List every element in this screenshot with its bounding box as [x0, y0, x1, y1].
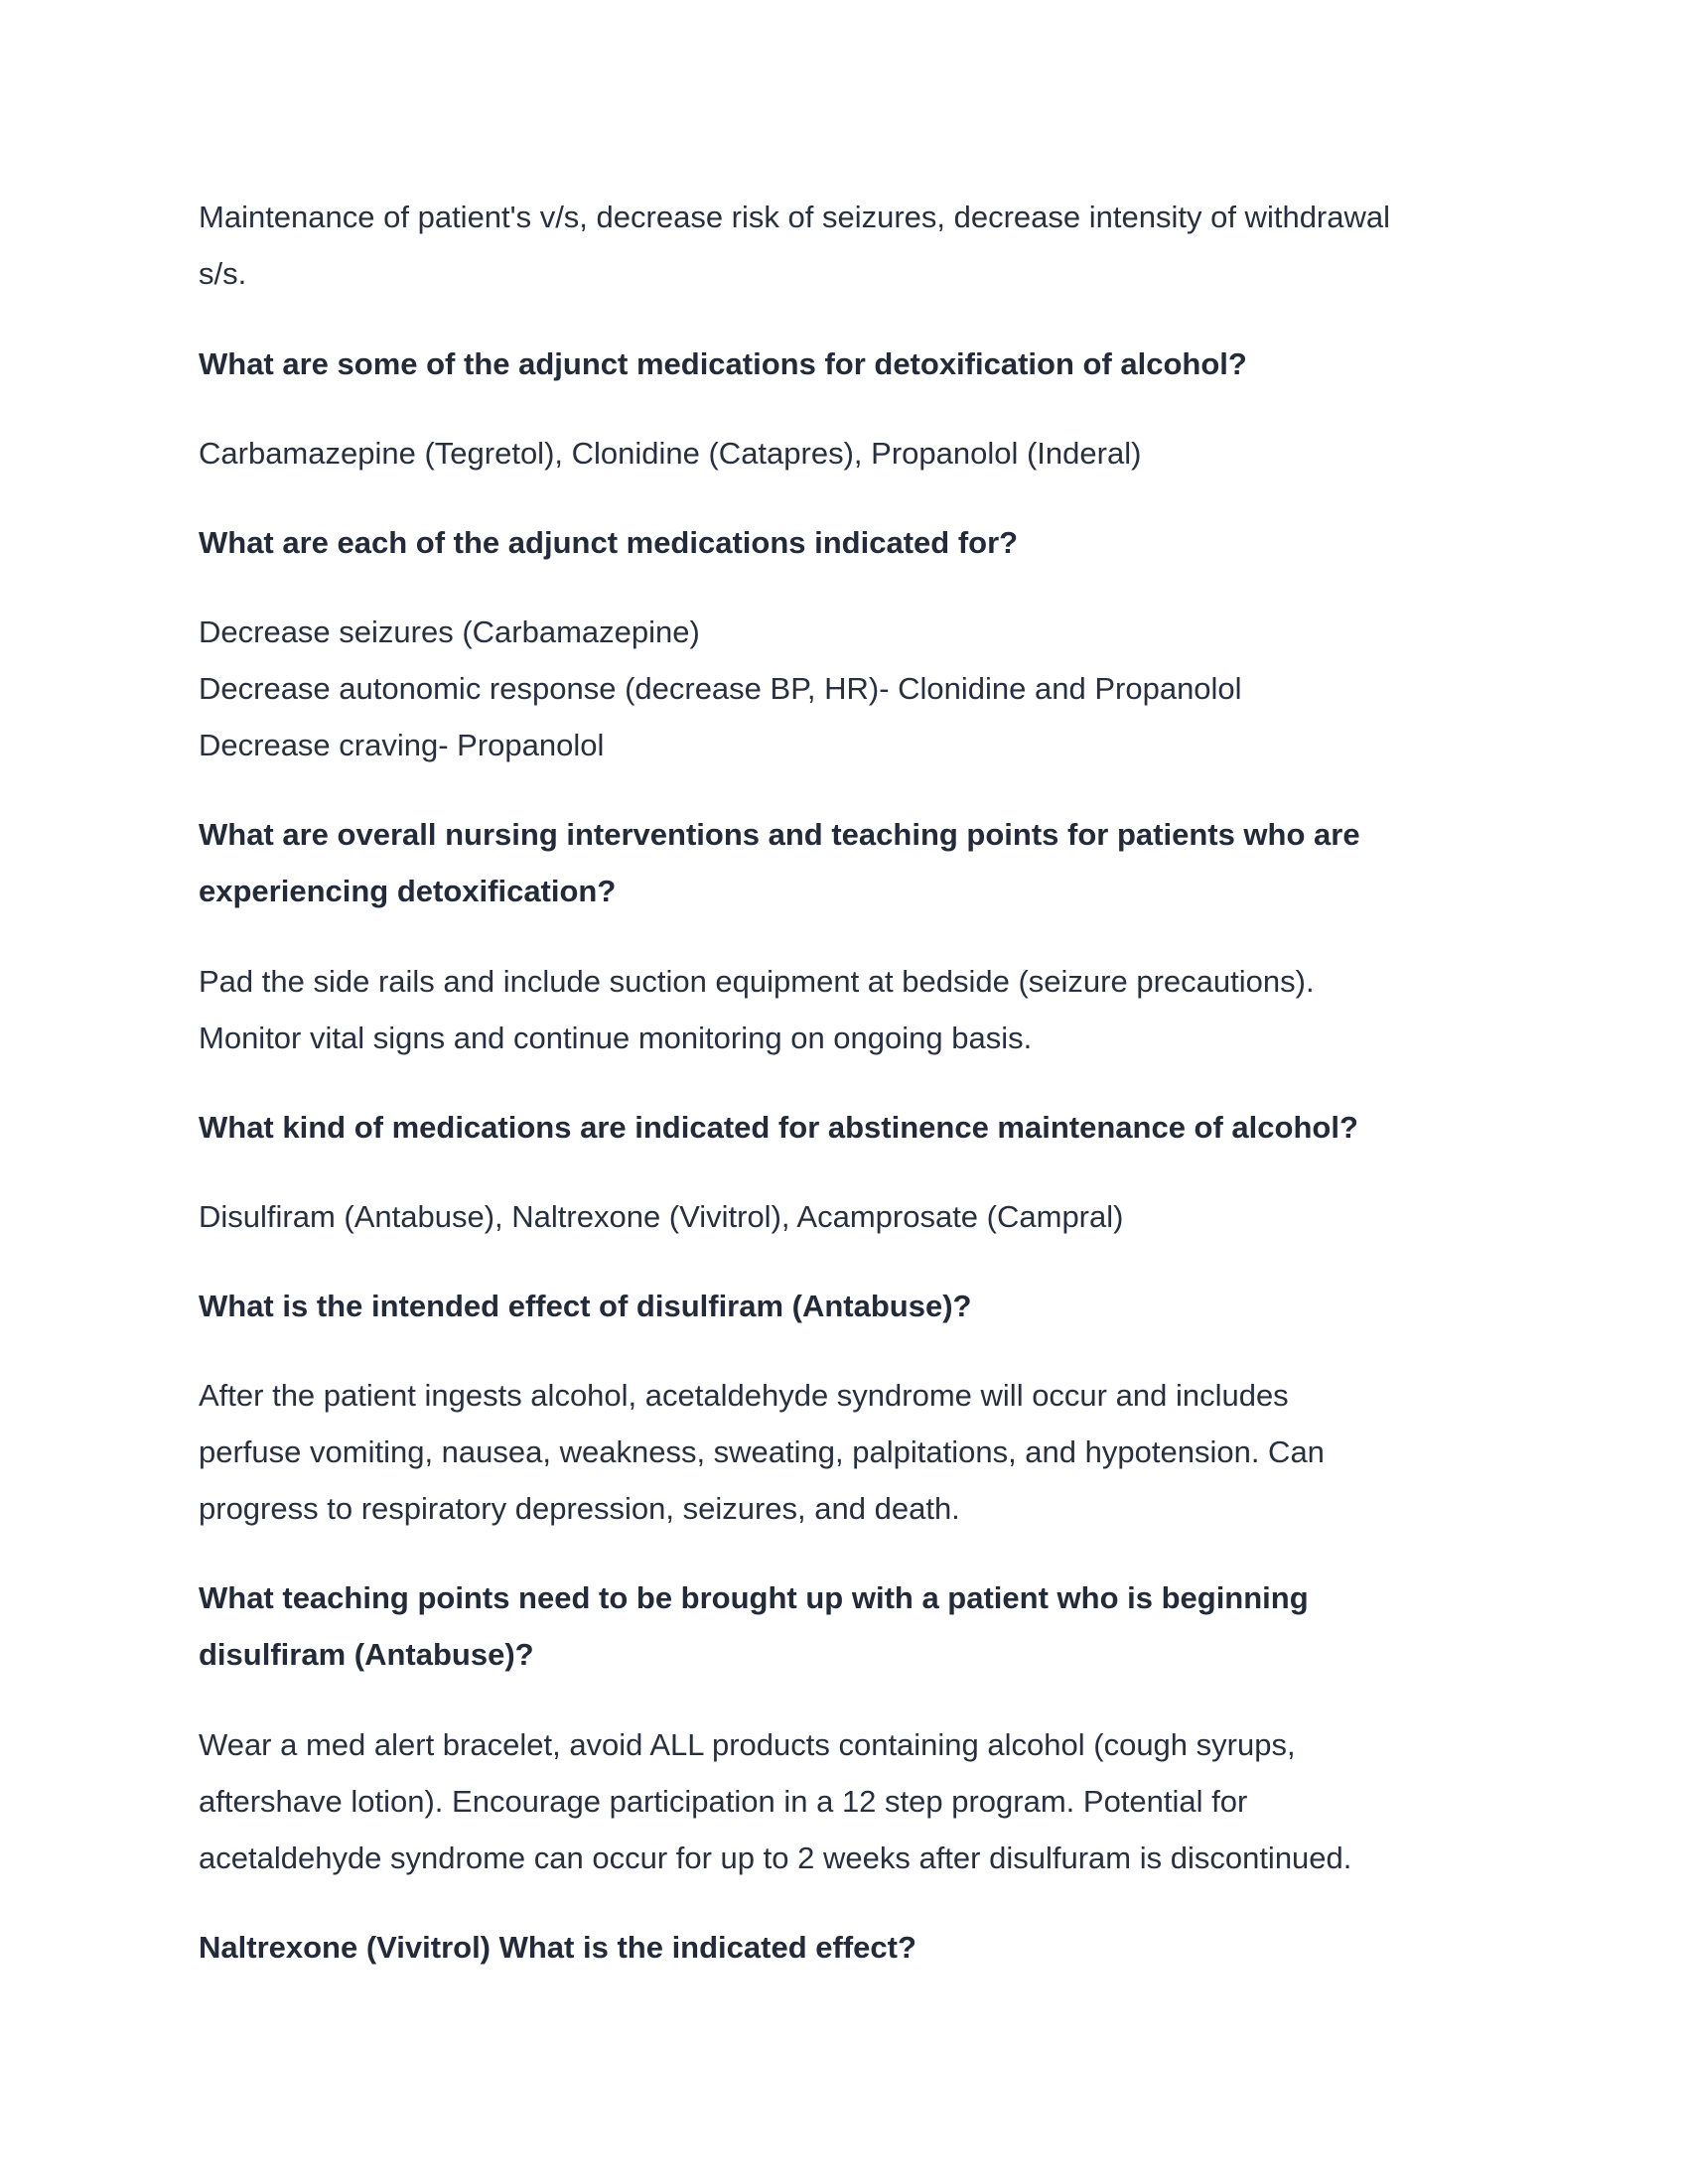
text-line: s/s.: [199, 256, 247, 291]
text-line: Decrease craving- Propanolol: [199, 728, 605, 762]
text-line: disulfiram (Antabuse)?: [199, 1637, 534, 1672]
question-heading: [199, 1919, 1489, 1976]
answer-text: [199, 953, 1489, 1066]
answer-text: [199, 1716, 1489, 1886]
answer-text: [199, 1188, 1489, 1245]
text-line: Wear a med alert bracelet, avoid ALL products containing alcohol (cough syrups,: [199, 1727, 1296, 1762]
answer-text: [199, 604, 1489, 773]
text-line: Pad the side rails and include suction equipment at bedside (seizure precautions).: [199, 964, 1315, 999]
question-heading: [199, 1570, 1489, 1683]
text-line: acetaldehyde syndrome can occur for up to 2 weeks after disulfuram is discontinued.: [199, 1841, 1352, 1875]
text-line: experiencing detoxification?: [199, 874, 617, 908]
text-line: After the patient ingests alcohol, acetaldehyde syndrome will occur and includes: [199, 1378, 1289, 1413]
text-line: Decrease seizures (Carbamazepine): [199, 614, 700, 649]
text-line: What are some of the adjunct medications for detoxification of alcohol?: [199, 346, 1247, 381]
question-heading: [199, 806, 1489, 919]
text-line: What kind of medications are indicated for abstinence maintenance of alcohol?: [199, 1110, 1358, 1145]
text-line: Naltrexone (Vivitrol) What is the indicated effect?: [199, 1930, 916, 1965]
answer-text: [199, 189, 1489, 302]
text-line: Monitor vital signs and continue monitoring on ongoing basis.: [199, 1021, 1033, 1055]
question-heading: [199, 1278, 1489, 1334]
text-line: Maintenance of patient's v/s, decrease risk of seizures, decrease intensity of withdrawal: [199, 200, 1391, 234]
text-line: What are each of the adjunct medications indicated for?: [199, 525, 1019, 560]
text-line: Carbamazepine (Tegretol), Clonidine (Catapres), Propanolol (Inderal): [199, 436, 1142, 471]
text-line: Disulfiram (Antabuse), Naltrexone (Vivitrol), Acamprosate (Campral): [199, 1199, 1124, 1234]
answer-text: [199, 425, 1489, 481]
text-line: Decrease autonomic response (decrease BP, HR)- Clonidine and Propanolol: [199, 671, 1242, 706]
answer-text: [199, 1367, 1489, 1537]
question-heading: [199, 336, 1489, 392]
text-line: perfuse vomiting, nausea, weakness, sweating, palpitations, and hypotension. Can: [199, 1434, 1325, 1469]
question-heading: [199, 1099, 1489, 1156]
text-line: aftershave lotion). Encourage participation in a 12 step program. Potential for: [199, 1784, 1248, 1819]
text-line: What is the intended effect of disulfiram (Antabuse)?: [199, 1289, 972, 1323]
question-heading: [199, 514, 1489, 571]
text-line: progress to respiratory depression, seizures, and death.: [199, 1491, 960, 1526]
text-line: What teaching points need to be brought up with a patient who is beginning: [199, 1580, 1309, 1615]
text-line: What are overall nursing interventions and teaching points for patients who are: [199, 817, 1360, 852]
